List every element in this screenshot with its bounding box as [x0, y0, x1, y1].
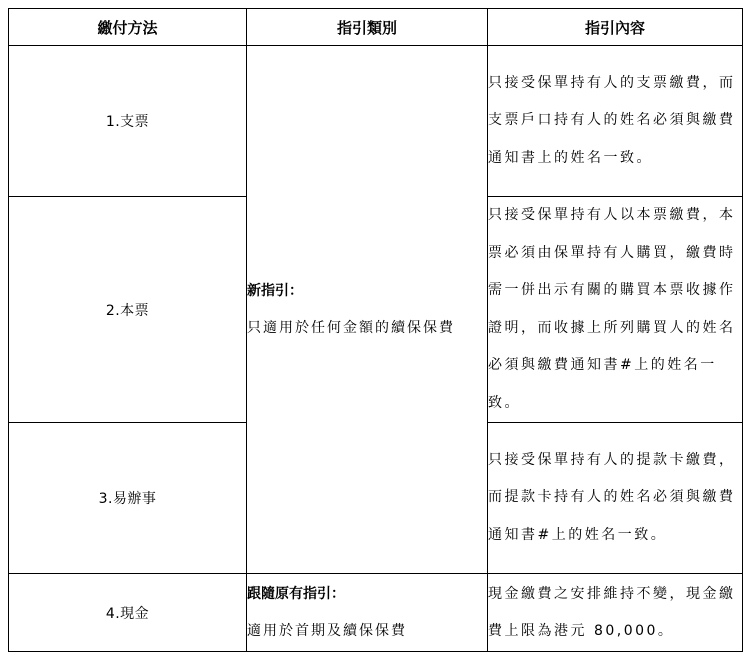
category-title: 跟隨原有指引： — [247, 585, 345, 602]
table-header-row — [9, 9, 743, 46]
category-description: 只適用於任何金額的續保保費 — [247, 319, 455, 336]
category-cell-existing — [247, 574, 488, 652]
header-guideline-content: 指引內容 — [488, 9, 743, 46]
payment-method-cell: 3.易辦事 — [9, 423, 247, 574]
guideline-content-cell: 只接受保單持有人以本票繳費，本票必須由保單持有人購買，繳費時需一併出示有關的購買本票收據作證明，而收據上所列購買人的姓名必須與繳費通知書#上的姓名一致。 — [488, 197, 743, 423]
category-description: 適用於首期及續保保費 — [247, 622, 407, 639]
guideline-content-cell: 只接受保單持有人的支票繳費，而支票戶口持有人的姓名必須與繳費通知書上的姓名一致。 — [488, 46, 743, 197]
table-row — [9, 46, 743, 197]
header-guideline-category: 指引類別 — [247, 9, 488, 46]
category-title: 新指引： — [247, 282, 303, 299]
header-payment-method: 繳付方法 — [9, 9, 247, 46]
guideline-content-cell: 現金繳費之安排維持不變，現金繳費上限為港元 80,000。 — [488, 574, 743, 652]
guideline-content-cell: 只接受保單持有人的提款卡繳費，而提款卡持有人的姓名必須與繳費通知書#上的姓名一致。 — [488, 423, 743, 574]
category-cell-new — [247, 46, 488, 574]
table-row — [9, 574, 743, 652]
payment-guideline-table — [8, 8, 743, 652]
payment-method-cell: 1.支票 — [9, 46, 247, 197]
payment-method-cell: 2.本票 — [9, 197, 247, 423]
payment-method-cell: 4.現金 — [9, 574, 247, 652]
